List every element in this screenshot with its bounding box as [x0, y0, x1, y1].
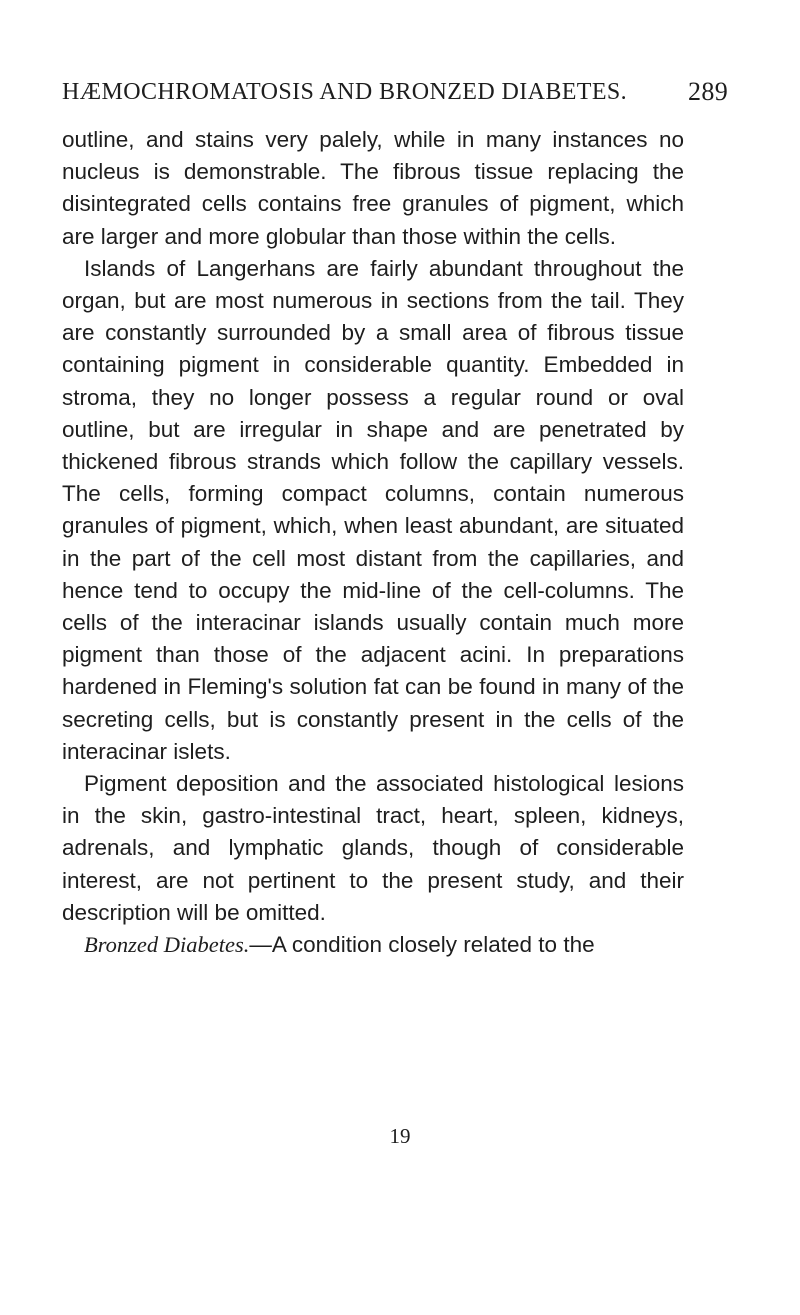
paragraph-1: outline, and stains very palely, while in many instances no nucleus is demonstrable. The fibrous tissue replacing the disintegrated cells contains free granules of pigment, which are larger and more globular than those within the cells.	[62, 127, 684, 249]
signature-mark: 19	[389, 1124, 411, 1148]
paragraph-4-text: —A condition closely related to the	[249, 932, 595, 958]
page-number: 289	[688, 77, 729, 106]
section-heading-bronzed-diabetes: Bronzed Diabetes.	[84, 932, 250, 958]
paragraph-2: Islands of Langerhans are fairly abundant throughout the organ, but are most numerous in sections from the tail. They are constantly surrounded by a small area of fibrous tissue containing pigment in considerable quantity. Embedded in stroma, they no longer possess a regular round or oval outline, but are irregular in shape and are penetrated by thickened fibrous strands which follow the capillary vessels. The cells, forming compact columns, contain numerous granules of pigment, which, when least abundant, are situated in the part of the cell most distant from the capillaries, and hence tend to occupy the mid-line of the cell-columns. The cells of the interacinar islands usually contain much more pigment than those of the adjacent acini. In preparations hardened in Fleming's solution fat can be found in many of the secreting cells, but is constantly present in the cells of the interacinar islets.	[62, 255, 684, 764]
paragraph-4	[62, 929, 684, 961]
body-text	[62, 124, 684, 961]
paragraph-3: Pigment deposition and the associated histological lesions in the skin, gastro-intestinal tract, heart, spleen, kidneys, adrenals, and lymphatic glands, though of considerable interest, are not pertinent to the present study, and their description will be omitted.	[62, 771, 684, 925]
chapter-title: HÆMOCHROMATOSIS AND BRONZED DIABETES.	[62, 79, 628, 105]
